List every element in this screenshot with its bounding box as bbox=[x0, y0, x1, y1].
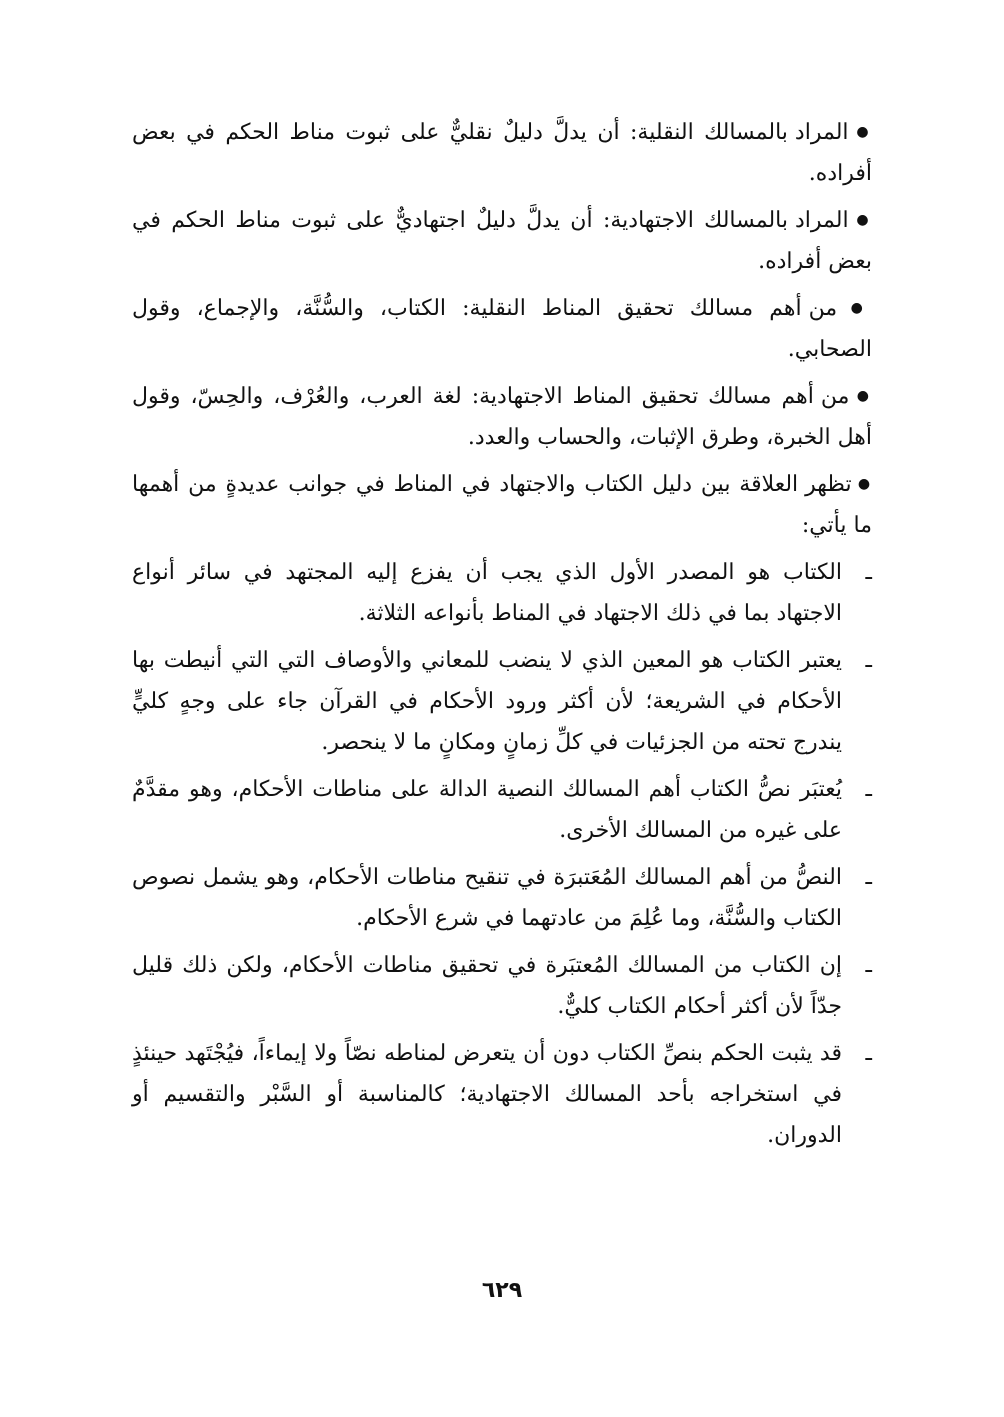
dash-list-item bbox=[132, 640, 872, 763]
bullet-paragraph: ● المراد بالمسالك النقلية: أن يدلَّ دليلٌ نقليٌّ على ثبوت مناط الحكم في بعض أفراده. bbox=[132, 112, 872, 194]
dash-item-text: قد يثبت الحكم بنصِّ الكتاب دون أن يتعرض لمناطه نصّاً ولا إيماءاً، فيُجْتَهد حينئذٍ في استخراجه بأحد المسالك الاجتهادية؛ كالمناسبة أو السَّبْر والتقسيم أو الدوران. bbox=[132, 1041, 842, 1148]
dash-marker: ـ bbox=[865, 865, 872, 890]
dash-item-text: يُعتبَر نصُّ الكتاب أهم المسالك النصية الدالة على مناطات الأحكام، وهو مقدَّمٌ على غيره من المسالك الأخرى. bbox=[132, 777, 842, 843]
dash-item-text: الكتاب هو المصدر الأول الذي يجب أن يفزع إليه المجتهد في سائر أنواع الاجتهاد بما في ذلك الاجتهاد في المناط بأنواعه الثلاثة. bbox=[132, 560, 842, 626]
dash-marker: ـ bbox=[865, 953, 872, 978]
dash-list-item bbox=[132, 552, 872, 634]
page-body bbox=[132, 112, 872, 1162]
dash-item-text: إن الكتاب من المسالك المُعتبَرة في تحقيق مناطات الأحكام، ولكن ذلك قليل جدّاً لأن أكثر أحكام الكتاب كليٌّ. bbox=[132, 953, 842, 1019]
bullet-paragraph: ● المراد بالمسالك الاجتهادية: أن يدلَّ دليلٌ اجتهاديٌّ على ثبوت مناط الحكم في بعض أفراده. bbox=[132, 200, 872, 282]
dash-list-item bbox=[132, 769, 872, 851]
bullet-paragraph: ● من أهم مسالك تحقيق المناط النقلية: الكتاب، والسُّنَّة، والإجماع، وقول الصحابي. bbox=[132, 288, 872, 370]
dash-marker: ـ bbox=[865, 560, 872, 585]
dash-list-item bbox=[132, 857, 872, 939]
bullet-paragraph: ● تظهر العلاقة بين دليل الكتاب والاجتهاد في المناط في جوانب عديدةٍ من أهمها ما يأتي: bbox=[132, 464, 872, 546]
dash-item-text: يعتبر الكتاب هو المعين الذي لا ينضب للمعاني والأوصاف التي التي أنيطت بها الأحكام في الشريعة؛ لأن أكثر ورود الأحكام في القرآن جاء على وجهٍ كليٍّ يندرج تحته من الجزئيات في كلِّ زمانٍ ومكانٍ ما لا ينحصر. bbox=[132, 648, 842, 755]
bullet-paragraph: ● من أهم مسالك تحقيق المناط الاجتهادية: لغة العرب، والعُرْف، والحِسّ، وقول أهل الخبرة، وطرق الإثبات، والحساب والعدد. bbox=[132, 376, 872, 458]
dash-item-text: النصُّ من أهم المسالك المُعَتبرَة في تنقيح مناطات الأحكام، وهو يشمل نصوص الكتاب والسُّنَّة، وما عُلِمَ من عادتهما في شرع الأحكام. bbox=[132, 865, 842, 931]
dash-list-item bbox=[132, 1033, 872, 1156]
page-number: ٦٢٩ bbox=[481, 1278, 523, 1303]
dash-marker: ـ bbox=[865, 1041, 872, 1066]
dash-marker: ـ bbox=[865, 648, 872, 673]
dash-list-item bbox=[132, 945, 872, 1027]
dash-marker: ـ bbox=[865, 777, 872, 802]
